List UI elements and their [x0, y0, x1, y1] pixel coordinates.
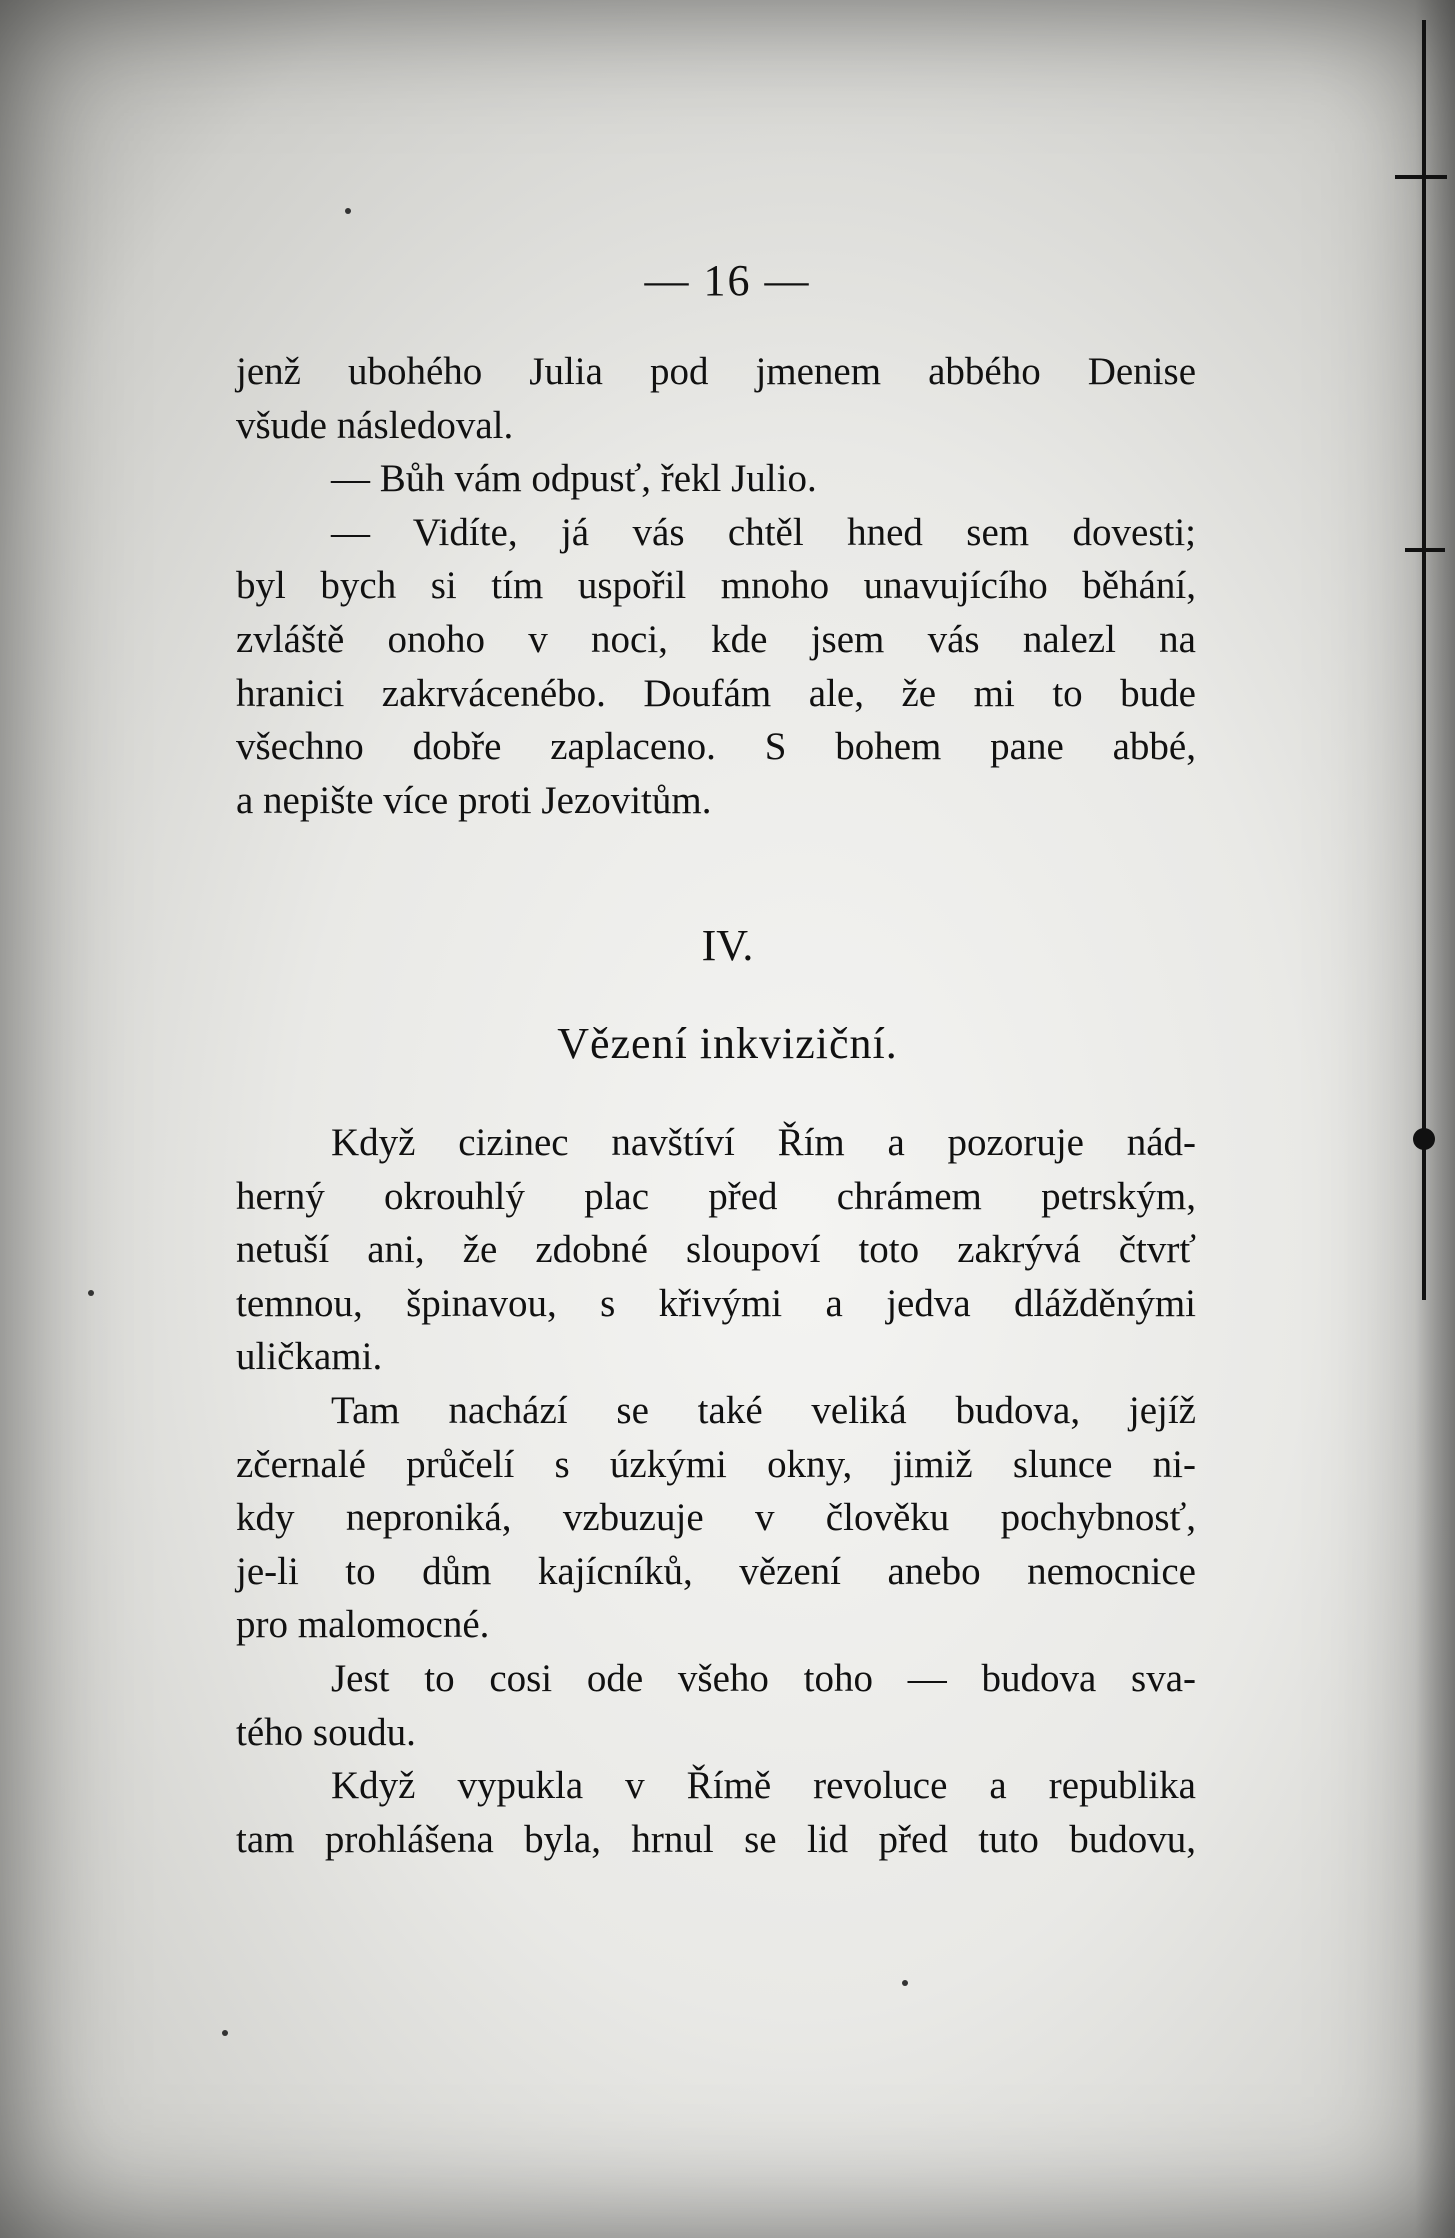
text-line: temnou, špinavou, s křivými a jedva dlážděnými [236, 1281, 1196, 1325]
ink-speck [902, 1980, 908, 1986]
binding-edge [1422, 20, 1426, 1300]
text-line: netuší ani, že zdobné sloupoví toto zakrývá čtvrť [236, 1228, 1196, 1272]
text-line: všechno dobře zaplaceno. S bohem pane abbé, [236, 725, 1196, 769]
binding-tick [1405, 548, 1445, 552]
text-line: Když cizinec navštíví Řím a pozoruje nád- [331, 1121, 1196, 1164]
text-line: kdy neproniká, vzbuzuje v člověku pochybnosť, [236, 1496, 1196, 1540]
text-line: zčernalé průčelí s úzkými okny, jimiž slunce ni- [236, 1442, 1196, 1486]
text-line: tam prohlášena byla, hrnul se lid před tuto budovu, [236, 1817, 1196, 1861]
text-line: hranici zakrvácenébo. Doufám ale, že mi to bude [236, 671, 1196, 715]
text-line: a nepište více proti Jezovitům. [236, 778, 712, 822]
text-line: — Vidíte, já vás chtěl hned sem dovesti; [331, 510, 1196, 554]
text-line: herný okrouhlý plac před chrámem petrským, [236, 1174, 1196, 1218]
chapter-number: IV. [701, 921, 754, 970]
text-line: všude následoval. [236, 403, 514, 447]
ink-speck [88, 1290, 94, 1296]
text-line: jenž ubohého Julia pod jmenem abbého Denise [236, 350, 1196, 393]
text-line: zvláště onoho v noci, kde jsem vás nalezl na [236, 617, 1196, 661]
text-block-bottom [236, 1116, 1196, 1866]
text-block-top [236, 345, 1196, 827]
page-edge-shadow [1415, 0, 1455, 2238]
ink-speck [222, 2030, 228, 2036]
text-line: Tam nachází se také veliká budova, jejíž [331, 1388, 1196, 1432]
text-line: Jest to cosi ode všeho toho — budova sva- [331, 1656, 1196, 1700]
text-line: uličkami. [236, 1335, 383, 1379]
text-line: — Bůh vám odpusť, řekl Julio. [331, 457, 817, 501]
chapter-title: Vězení inkviziční. [557, 1019, 898, 1068]
text-line: tého soudu. [236, 1710, 416, 1754]
ink-speck [345, 208, 351, 214]
binding-tick [1395, 175, 1447, 179]
binding-knob [1413, 1128, 1435, 1150]
text-line: Když vypukla v Římě revoluce a republika [331, 1764, 1196, 1808]
text-line: je-li to dům kajícníků, vězení anebo nemocnice [236, 1549, 1196, 1593]
page-number: — 16 — [644, 256, 811, 305]
text-line: byl bych si tím uspořil mnoho unavujícího běhání, [236, 564, 1196, 608]
text-line: pro malomocné. [236, 1603, 490, 1647]
